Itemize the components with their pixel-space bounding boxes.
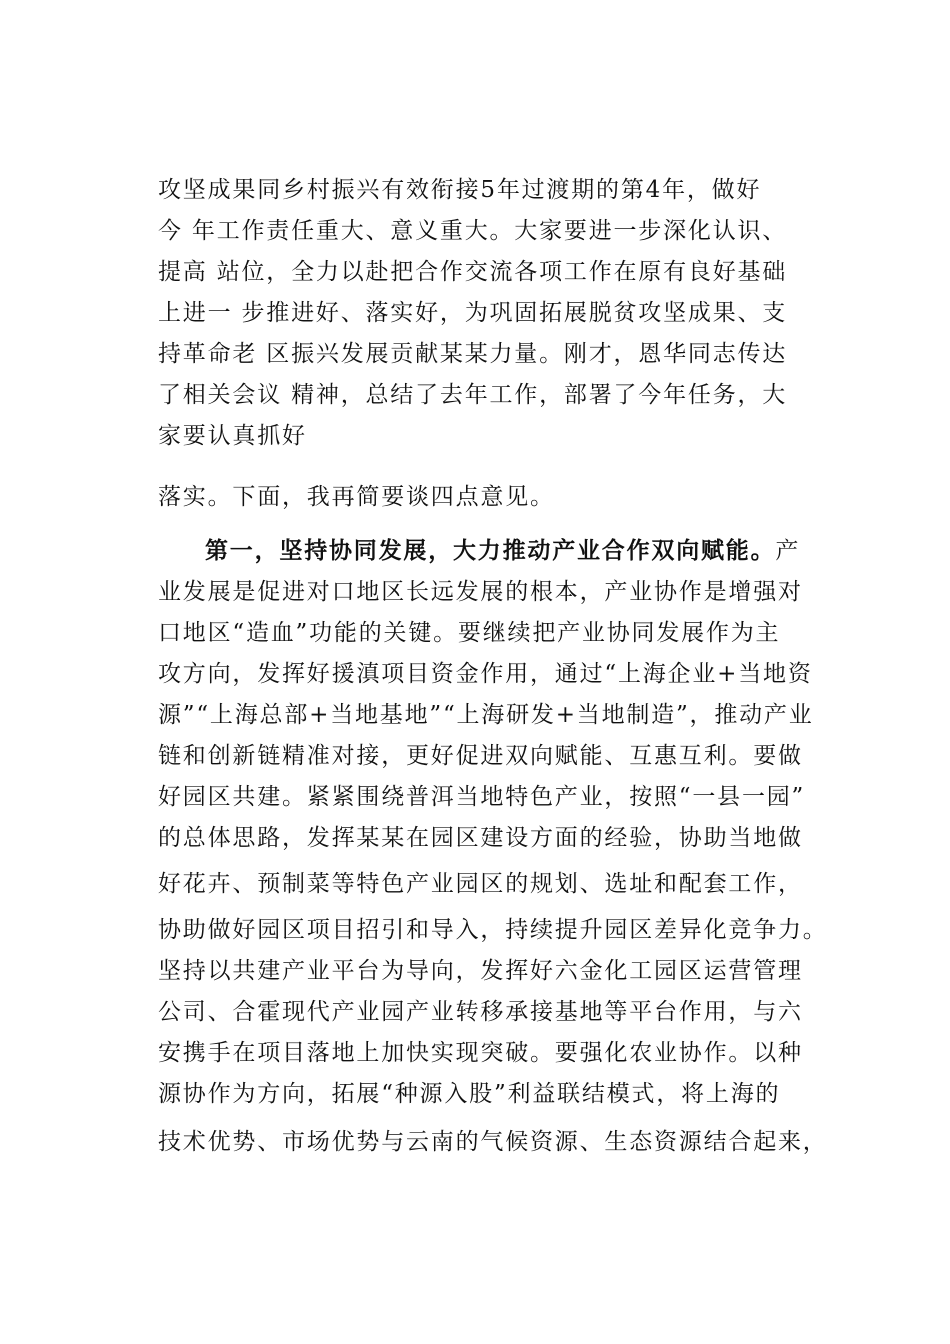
- text-line-10: 口地区“造血”功能的关键。要继续把产业协同发展作为主: [158, 620, 781, 646]
- text-line-8: 落实。下面，我再简要谈四点意见。: [158, 484, 555, 510]
- text-line-12: 源”“上海总部+当地基地”“上海研发+当地制造”，推动产业: [158, 702, 814, 728]
- text-line-4: 上进一 步推进好、落实好，为巩固拓展脱贫攻坚成果、支: [158, 300, 788, 326]
- section-one-heading-line: [205, 536, 838, 566]
- text-line-20: 安携手在项目落地上加快实现突破。要强化农业协作。以种: [158, 1040, 803, 1066]
- text-line-13: 链和创新链精准对接，更好促进双向赋能、互惠互利。要做: [158, 743, 803, 769]
- text-line-6: 了相关会议 精神，总结了去年工作，部署了今年任务，大: [158, 382, 788, 408]
- text-line-22: 技术优势、市场优势与云南的气候资源、生态资源结合起来，: [158, 1129, 828, 1155]
- text-line-14: 好园区共建。紧紧围绕普洱当地特色产业，按照“一县一园”: [158, 784, 806, 810]
- section-one-tail: 产: [775, 538, 801, 564]
- text-line-3: 提高 站位，全力以赴把合作交流各项工作在原有良好基础: [158, 259, 788, 285]
- text-line-5: 持革命老 区振兴发展贡献某某力量。刚才，恩华同志传达: [158, 341, 788, 367]
- text-line-11: 攻方向，发挥好援滇项目资金作用，通过“上海企业+当地资: [158, 661, 813, 687]
- text-line-2: 今 年工作责任重大、意义重大。大家要进一步深化认识、: [158, 218, 788, 244]
- text-line-15: 的总体思路，发挥某某在园区建设方面的经验，协助当地做: [158, 825, 803, 851]
- section-one-lead: 第一，坚持协同发展，大力推动产业合作双向赋能。: [205, 537, 776, 564]
- text-line-16: 好花卉、预制菜等特色产业园区的规划、选址和配套工作，: [158, 871, 803, 897]
- text-line-9: 业发展是促进对口地区长远发展的根本，产业协作是增强对: [158, 579, 803, 605]
- text-line-17: 协助做好园区项目招引和导入，持续提升园区差异化竞争力。: [158, 917, 828, 943]
- text-line-7: 家要认真抓好: [158, 423, 307, 449]
- text-line-19: 公司、合霍现代产业园产业转移承接基地等平台作用，与六: [158, 999, 803, 1025]
- text-line-21: 源协作为方向，拓展“种源入股”利益联结模式，将上海的: [158, 1081, 781, 1107]
- text-line-1: 攻坚成果同乡村振兴有效衔接5年过渡期的第4年，做好: [158, 177, 762, 203]
- text-line-18: 坚持以共建产业平台为导向，发挥好六金化工园区运营管理: [158, 958, 803, 984]
